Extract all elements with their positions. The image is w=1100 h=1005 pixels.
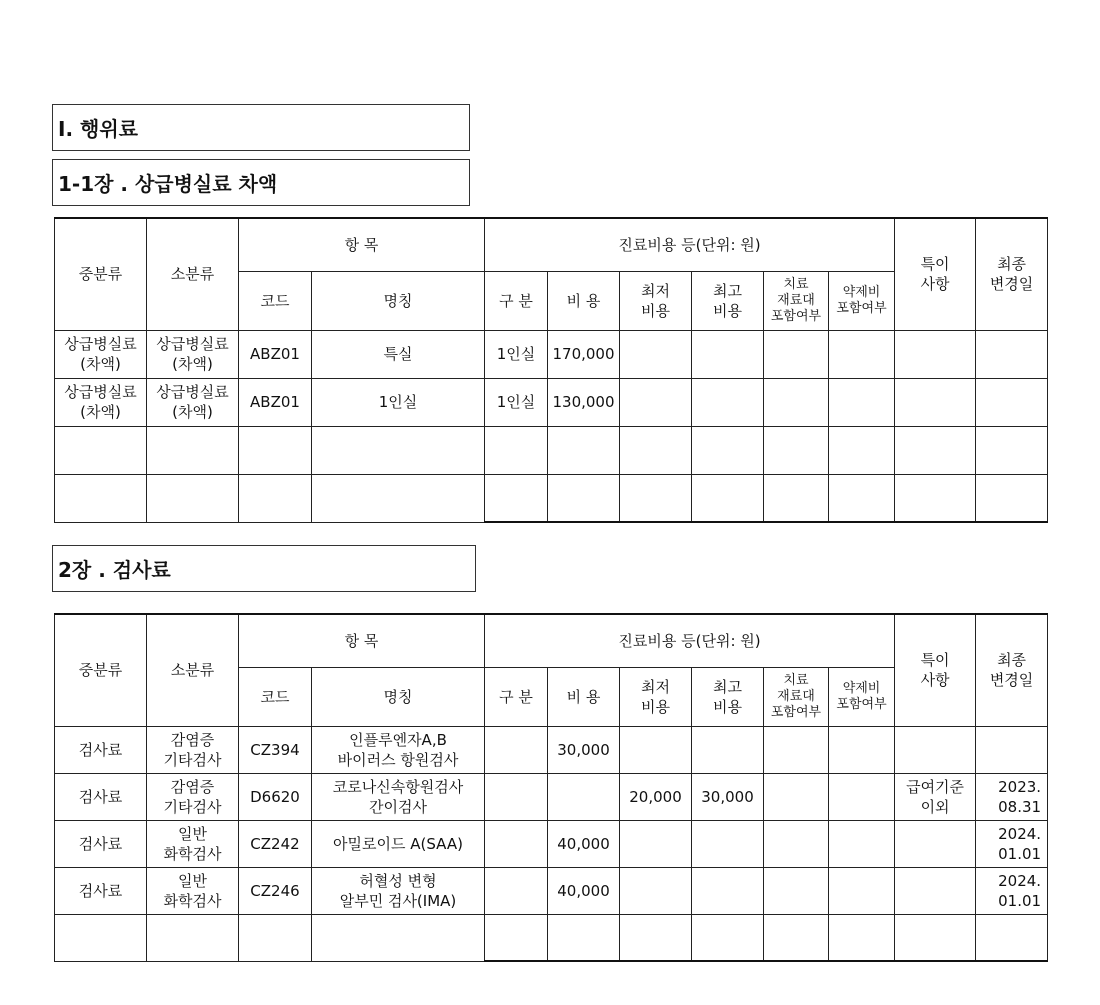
code-cell-text: D6620 <box>250 787 300 806</box>
empty-cell <box>620 474 692 522</box>
cost-cell <box>548 726 620 773</box>
item-header <box>239 218 485 271</box>
empty-cell <box>976 914 1048 961</box>
material-header-text: 포함여부 <box>770 704 822 720</box>
max-cost-cell <box>692 820 764 867</box>
name-cell <box>312 773 485 820</box>
empty-cell <box>55 914 147 961</box>
last-changed-header <box>976 614 1048 726</box>
room-fee-table <box>54 217 1048 523</box>
division-header-text: 구 분 <box>499 687 533 706</box>
max-cost-cell <box>692 726 764 773</box>
chapter2-title: 2장 . 검사료 <box>58 558 171 582</box>
sub-category-cell-text: (차액) <box>172 355 213 373</box>
material-header-text: 포함여부 <box>770 308 822 324</box>
last-changed-cell <box>976 726 1048 773</box>
last-changed-cell-text: 01.01 <box>998 891 1042 910</box>
empty-cell <box>976 474 1048 522</box>
last-changed-header <box>976 218 1048 330</box>
remarks-header-text: 사항 <box>920 275 950 294</box>
remarks-cell <box>895 867 976 914</box>
cost-group-header <box>485 614 895 667</box>
min-cost-header-text: 비용 <box>641 301 670 320</box>
cost-header-text: 비 용 <box>566 687 601 706</box>
max-cost-header-text: 비용 <box>713 697 742 716</box>
mid-category-cell-text: (차액) <box>80 403 121 421</box>
empty-cell <box>620 914 692 961</box>
drug-header-text: 포함여부 <box>836 300 887 316</box>
code-cell-text: ABZ01 <box>250 345 300 363</box>
min-cost-header <box>620 667 692 726</box>
min-cost-cell-text: 20,000 <box>629 787 682 806</box>
sub-category-cell <box>147 773 239 820</box>
division-cell <box>485 726 548 773</box>
last-changed-header-text: 변경일 <box>989 671 1034 690</box>
chapter1-title-box <box>52 159 470 206</box>
remarks-cell-text: 급여기준 <box>906 777 965 796</box>
drug-cell <box>829 726 895 773</box>
empty-cell <box>312 474 485 522</box>
max-cost-header <box>692 271 764 330</box>
cost-header-text: 비 용 <box>566 291 601 310</box>
last-changed-header-text: 최종 <box>997 651 1027 670</box>
header-row <box>55 218 1048 271</box>
sub-category-cell-text: 기타검사 <box>163 797 222 816</box>
empty-cell <box>764 474 829 522</box>
remarks-cell <box>895 330 976 378</box>
name-cell-text: 특실 <box>383 345 413 363</box>
name-cell <box>312 820 485 867</box>
mid-category-cell-text: (차액) <box>80 355 121 373</box>
code-cell-text: CZ242 <box>250 834 300 853</box>
code-cell <box>239 820 312 867</box>
min-cost-cell <box>620 726 692 773</box>
chapter1-title: 1-1장 . 상급병실료 차액 <box>58 172 278 196</box>
material-cell <box>764 820 829 867</box>
mid-category-cell-text: 검사료 <box>78 787 123 806</box>
empty-cell <box>895 474 976 522</box>
last-changed-cell-text: 2024. <box>998 871 1042 890</box>
empty-cell <box>692 426 764 474</box>
material-header <box>764 667 829 726</box>
sub-category-cell <box>147 726 239 773</box>
material-header-text: 재료대 <box>777 688 815 704</box>
last-changed-cell <box>976 330 1048 378</box>
cost-cell <box>548 820 620 867</box>
name-cell <box>312 867 485 914</box>
max-cost-cell <box>692 378 764 426</box>
code-cell-text: CZ246 <box>250 881 300 900</box>
code-cell-text: CZ394 <box>250 740 300 759</box>
max-cost-header-text: 최고 <box>713 281 742 300</box>
mid-category-header <box>55 614 147 726</box>
code-cell <box>239 773 312 820</box>
mid-category-cell-text: 상급병실료 <box>64 383 137 401</box>
name-cell-text: 코로나신속항원검사 <box>332 777 464 796</box>
min-cost-header-text: 비용 <box>641 697 670 716</box>
cost-cell <box>548 330 620 378</box>
last-changed-cell-text: 08.31 <box>998 797 1042 816</box>
drug-cell <box>829 330 895 378</box>
division-cell <box>485 330 548 378</box>
sub-category-cell-text: 일반 <box>178 824 207 843</box>
sub-category-cell-text: 화학검사 <box>163 844 222 863</box>
empty-cell <box>692 474 764 522</box>
material-cell <box>764 867 829 914</box>
cost-group-header <box>485 218 895 271</box>
remarks-cell-text: 이외 <box>920 797 950 816</box>
name-cell-text: 알부민 검사(IMA) <box>339 891 457 910</box>
drug-header <box>829 271 895 330</box>
mid-category-header-text: 중분류 <box>78 661 123 680</box>
table-row <box>55 378 1048 426</box>
min-cost-cell <box>620 867 692 914</box>
remarks-cell <box>895 773 976 820</box>
name-cell <box>312 378 485 426</box>
empty-cell <box>147 474 239 522</box>
remarks-header-text: 사항 <box>920 671 950 690</box>
drug-header-text: 약제비 <box>842 680 881 696</box>
name-cell-text: 인플루엔자A,B <box>349 730 447 749</box>
code-header-text: 코드 <box>260 291 290 310</box>
division-header <box>485 667 548 726</box>
empty-cell <box>312 426 485 474</box>
code-cell <box>239 867 312 914</box>
remarks-cell <box>895 378 976 426</box>
empty-cell <box>895 914 976 961</box>
max-cost-cell-text: 30,000 <box>701 787 754 806</box>
code-cell <box>239 726 312 773</box>
code-header-text: 코드 <box>260 687 290 706</box>
empty-cell <box>147 426 239 474</box>
division-cell <box>485 820 548 867</box>
name-cell-text: 간이검사 <box>369 797 427 816</box>
part-title-box <box>52 104 470 151</box>
sub-category-cell <box>147 867 239 914</box>
table-row <box>55 726 1048 773</box>
name-cell-text: 바이러스 항원검사 <box>337 750 459 769</box>
code-cell-text: ABZ01 <box>250 393 300 411</box>
min-cost-cell <box>620 773 692 820</box>
max-cost-cell <box>692 330 764 378</box>
empty-cell <box>829 426 895 474</box>
name-cell-text: 아밀로이드 A(SAA) <box>333 834 463 853</box>
sub-category-cell <box>147 378 239 426</box>
sub-category-cell <box>147 330 239 378</box>
mid-category-header-text: 중분류 <box>78 265 123 284</box>
mid-category-cell <box>55 378 147 426</box>
mid-category-cell-text: 검사료 <box>78 834 123 853</box>
last-changed-cell <box>976 773 1048 820</box>
min-cost-header-text: 최저 <box>641 281 670 300</box>
empty-cell <box>829 474 895 522</box>
sub-category-cell <box>147 820 239 867</box>
empty-row <box>55 474 1048 522</box>
cost-cell-text: 30,000 <box>557 740 610 759</box>
mid-category-cell <box>55 867 147 914</box>
last-changed-cell <box>976 378 1048 426</box>
drug-cell <box>829 820 895 867</box>
mid-category-cell-text: 상급병실료 <box>64 335 137 353</box>
mid-category-cell-text: 검사료 <box>78 881 123 900</box>
name-header <box>312 667 485 726</box>
material-header-text: 치료 <box>783 276 809 292</box>
sub-category-cell-text: 상급병실료 <box>156 335 229 353</box>
min-cost-header <box>620 271 692 330</box>
sub-category-cell-text: 화학검사 <box>163 891 222 910</box>
max-cost-cell <box>692 867 764 914</box>
sub-category-cell-text: 기타검사 <box>163 750 222 769</box>
mid-category-header <box>55 218 147 330</box>
code-cell <box>239 378 312 426</box>
division-cell <box>485 867 548 914</box>
last-changed-cell-text: 01.01 <box>998 844 1042 863</box>
cost-cell <box>548 773 620 820</box>
cost-cell <box>548 867 620 914</box>
empty-cell <box>548 426 620 474</box>
chapter2-title-box <box>52 545 476 592</box>
name-header-text: 명칭 <box>383 687 413 706</box>
empty-cell <box>485 474 548 522</box>
remarks-header-text: 특이 <box>920 255 950 274</box>
cost-group-header-text: 진료비용 등(단위: 원) <box>618 235 761 254</box>
sub-category-cell-text: (차액) <box>172 403 213 421</box>
cost-cell-text: 40,000 <box>557 881 610 900</box>
max-cost-header-text: 최고 <box>713 677 742 696</box>
empty-row <box>55 426 1048 474</box>
empty-cell <box>692 914 764 961</box>
remarks-cell <box>895 820 976 867</box>
cost-cell <box>548 378 620 426</box>
exam-fee-table <box>54 613 1048 962</box>
sub-category-header-text: 소분류 <box>170 265 215 284</box>
min-cost-cell <box>620 820 692 867</box>
code-header <box>239 271 312 330</box>
last-changed-header-text: 변경일 <box>989 275 1034 294</box>
division-cell-text: 1인실 <box>496 345 536 363</box>
code-cell <box>239 330 312 378</box>
drug-header <box>829 667 895 726</box>
last-changed-cell-text: 2023. <box>998 777 1042 796</box>
empty-cell <box>895 426 976 474</box>
last-changed-cell <box>976 867 1048 914</box>
name-cell <box>312 330 485 378</box>
header-row <box>55 614 1048 667</box>
empty-cell <box>548 914 620 961</box>
min-cost-cell <box>620 378 692 426</box>
sub-category-cell-text: 감염증 <box>170 730 215 749</box>
last-changed-cell-text: 2024. <box>998 824 1042 843</box>
division-cell <box>485 773 548 820</box>
item-header-text: 항 목 <box>344 235 379 254</box>
material-cell <box>764 726 829 773</box>
name-cell-text: 1인실 <box>378 393 418 411</box>
sub-category-header <box>147 218 239 330</box>
drug-cell <box>829 773 895 820</box>
last-changed-header-text: 최종 <box>997 255 1027 274</box>
remarks-header <box>895 614 976 726</box>
division-cell-text: 1인실 <box>496 393 536 411</box>
max-cost-header <box>692 667 764 726</box>
material-cell <box>764 773 829 820</box>
table-row <box>55 867 1048 914</box>
last-changed-cell <box>976 820 1048 867</box>
max-cost-header-text: 비용 <box>713 301 742 320</box>
material-header-text: 치료 <box>783 672 809 688</box>
cost-header <box>548 667 620 726</box>
min-cost-cell <box>620 330 692 378</box>
mid-category-cell <box>55 773 147 820</box>
table-row <box>55 820 1048 867</box>
empty-cell <box>312 914 485 961</box>
division-cell <box>485 378 548 426</box>
material-header <box>764 271 829 330</box>
name-header <box>312 271 485 330</box>
mid-category-cell <box>55 330 147 378</box>
material-cell <box>764 330 829 378</box>
min-cost-header-text: 최저 <box>641 677 670 696</box>
empty-cell <box>976 426 1048 474</box>
mid-category-cell <box>55 820 147 867</box>
empty-cell <box>764 914 829 961</box>
cost-group-header-text: 진료비용 등(단위: 원) <box>618 631 761 650</box>
table-row <box>55 773 1048 820</box>
division-header-text: 구 분 <box>499 291 533 310</box>
empty-cell <box>239 914 312 961</box>
empty-cell <box>239 426 312 474</box>
drug-header-text: 약제비 <box>842 284 881 300</box>
empty-cell <box>829 914 895 961</box>
drug-header-text: 포함여부 <box>836 696 887 712</box>
sub-category-cell-text: 일반 <box>178 871 207 890</box>
item-header <box>239 614 485 667</box>
division-header <box>485 271 548 330</box>
material-cell <box>764 378 829 426</box>
empty-cell <box>620 426 692 474</box>
part-title: Ⅰ. 행위료 <box>58 117 138 141</box>
mid-category-cell <box>55 726 147 773</box>
empty-cell <box>764 426 829 474</box>
empty-cell <box>485 914 548 961</box>
empty-cell <box>55 426 147 474</box>
name-header-text: 명칭 <box>383 291 413 310</box>
sub-category-cell-text: 감염증 <box>170 777 215 796</box>
material-header-text: 재료대 <box>777 292 815 308</box>
remarks-header <box>895 218 976 330</box>
name-cell-text: 허혈성 변형 <box>359 871 437 890</box>
cost-header <box>548 271 620 330</box>
code-header <box>239 667 312 726</box>
empty-cell <box>55 474 147 522</box>
max-cost-cell <box>692 773 764 820</box>
mid-category-cell-text: 검사료 <box>78 740 123 759</box>
cost-cell-text: 40,000 <box>557 834 610 853</box>
empty-cell <box>485 426 548 474</box>
remarks-cell <box>895 726 976 773</box>
name-cell <box>312 726 485 773</box>
sub-category-cell-text: 상급병실료 <box>156 383 229 401</box>
empty-cell <box>548 474 620 522</box>
drug-cell <box>829 867 895 914</box>
sub-category-header <box>147 614 239 726</box>
empty-cell <box>147 914 239 961</box>
sub-category-header-text: 소분류 <box>170 661 215 680</box>
empty-row <box>55 914 1048 961</box>
cost-cell-text: 130,000 <box>552 393 615 411</box>
drug-cell <box>829 378 895 426</box>
item-header-text: 항 목 <box>344 631 379 650</box>
cost-cell-text: 170,000 <box>552 345 615 363</box>
table-row <box>55 330 1048 378</box>
remarks-header-text: 특이 <box>920 651 950 670</box>
empty-cell <box>239 474 312 522</box>
